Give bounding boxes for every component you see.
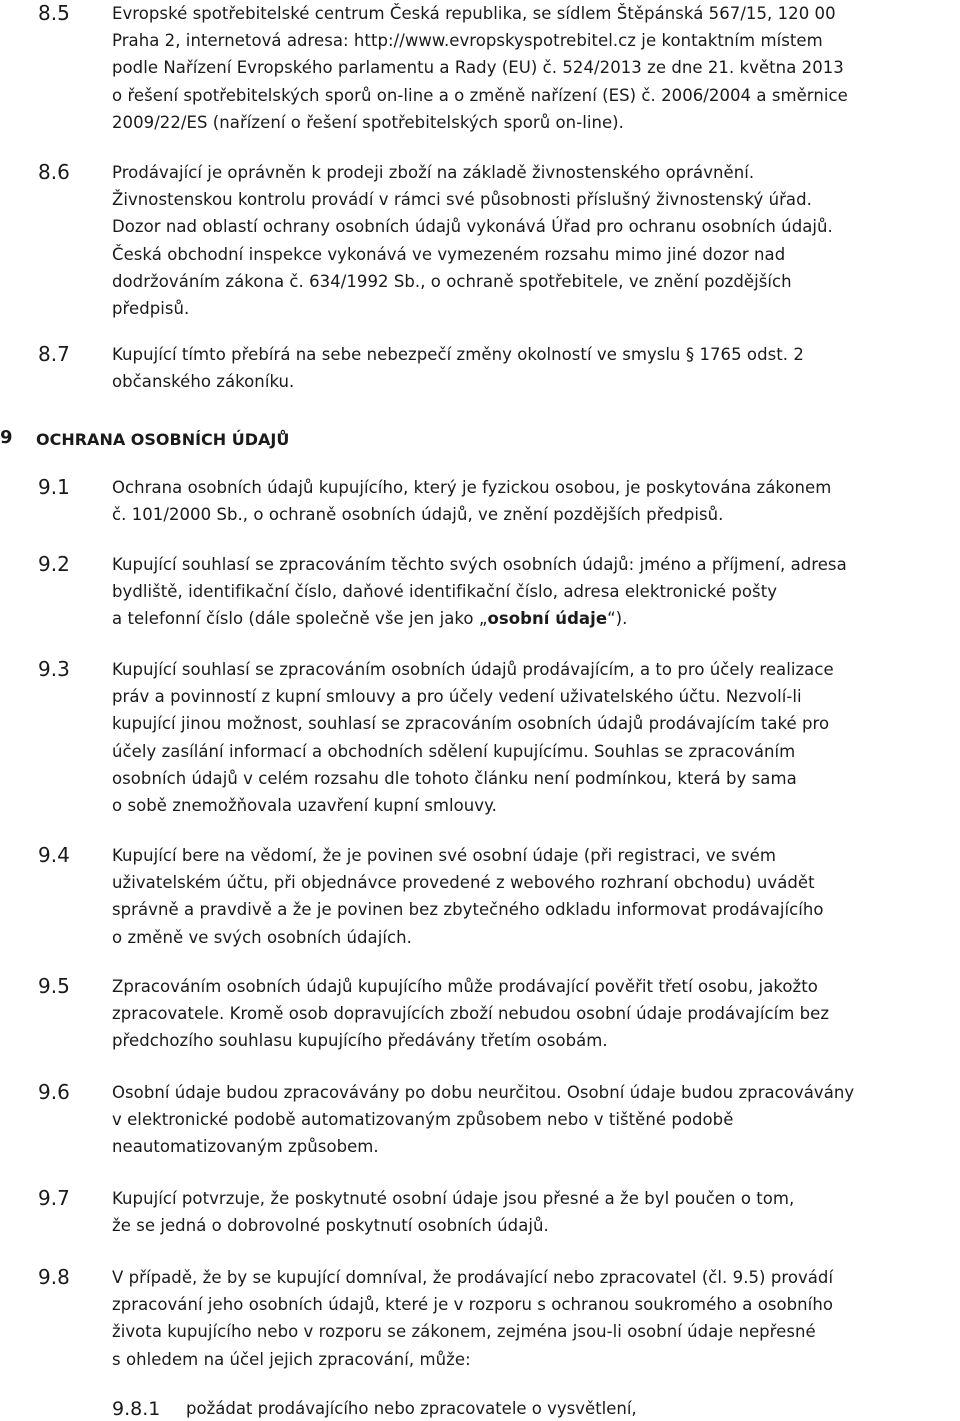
text-line: občanského zákoníku. [112, 372, 295, 392]
text-line: účely zasílání informací a obchodních sdělení kupujícímu. Souhlas se zpracováním [112, 741, 796, 761]
text-line: uživatelském účtu, při objednávce provedené z webového rozhraní obchodu) uvádět [112, 873, 815, 893]
text-line: Dozor nad oblastí ochrany osobních údajů vykonává Úřad pro ochranu osobních údajů. [112, 217, 833, 237]
text-line: Osobní údaje budou zpracovávány po dobu neurčitou. Osobní údaje budou zpracovávány [112, 1083, 855, 1102]
text-line: Kupující potvrzuje, že poskytnuté osobní údaje jsou přesné a že byl poučen o tom, [112, 1189, 795, 1208]
text-line: Kupující souhlasí se zpracováním těchto svých osobních údajů: jméno a příjmení, adresa [112, 555, 847, 574]
text-line: podle Nařízení Evropského parlamentu a Rady (EU) č. 524/2013 ze dne 21. května 2013 [112, 58, 844, 78]
paragraph-text [112, 341, 958, 395]
paragraph-number: 9.5 [38, 974, 70, 998]
text-line: dodržováním zákona č. 634/1992 Sb., o ochraně spotřebitele, ve znění pozdějších [112, 271, 792, 291]
text-line: Česká obchodní inspekce vykonává ve vymezeném rozsahu mimo jiné dozor nad [112, 244, 786, 264]
paragraph-text [112, 1185, 958, 1239]
text-line: že se jedná o dobrovolné poskytnutí osobních údajů. [112, 1216, 549, 1236]
section-title: OCHRANA OSOBNÍCH ÚDAJŮ [36, 430, 290, 449]
text-line: o řešení spotřebitelských sporů on-line a o změně nařízení (ES) č. 2006/2004 a směrnice [112, 85, 848, 105]
text-line: Prodávající je oprávněn k prodeji zboží na základě živnostenského oprávnění. [112, 163, 755, 182]
text-line: správně a pravdivě a že je povinen bez zbytečného odkladu informovat prodávajícího [112, 900, 824, 920]
subitem-text: požádat prodávajícího nebo zpracovatele o vysvětlení, [186, 1399, 637, 1418]
text-line: o změně ve svých osobních údajích. [112, 927, 412, 947]
text-segment: a telefonní číslo (dále společně vše jen jako „ [112, 609, 488, 629]
text-line: Kupující souhlasí se zpracováním osobních údajů prodávajícím, a to pro účely realizace [112, 660, 834, 679]
paragraph-number: 8.7 [38, 342, 70, 366]
subitem-9-8-1 [0, 1397, 960, 1421]
text-line: V případě, že by se kupující domníval, že prodávající nebo zpracovatel (čl. 9.5) provádí [112, 1268, 834, 1287]
paragraph-number: 9.8 [38, 1265, 70, 1289]
paragraph-text [112, 1264, 958, 1373]
paragraph-text [112, 551, 958, 633]
subitem-number: 9.8.1 [112, 1398, 161, 1420]
text-line: zpracovatele. Kromě osob dopravujících zboží nebudou osobní údaje prodávajícím bez [112, 1004, 830, 1024]
paragraph-number: 9.3 [38, 657, 70, 681]
text-line [112, 605, 958, 632]
section-number: 9 [0, 427, 13, 448]
text-line: v elektronické podobě automatizovaným způsobem nebo v tištěné podobě [112, 1110, 734, 1130]
section-heading [0, 424, 960, 454]
paragraph-number: 9.1 [38, 475, 70, 499]
paragraph-number: 9.2 [38, 552, 70, 576]
paragraph-number: 9.7 [38, 1186, 70, 1210]
text-line: Živnostenskou kontrolu provádí v rámci své působnosti příslušný živnostenský úřad. [112, 190, 812, 210]
text-line: kupující jinou možnost, souhlasí se zpracováním osobních údajů prodávajícím také pro [112, 714, 830, 734]
paragraph-text [112, 1079, 958, 1161]
text-line: Evropské spotřebitelské centrum Česká republika, se sídlem Štěpánská 567/15, 120 00 [112, 4, 836, 23]
text-line: Kupující tímto přebírá na sebe nebezpečí změny okolností ve smyslu § 1765 odst. 2 [112, 345, 804, 364]
text-line: neautomatizovaným způsobem. [112, 1137, 379, 1157]
paragraph-number: 8.5 [38, 1, 70, 25]
paragraph-text [112, 973, 958, 1055]
paragraph-number: 9.4 [38, 843, 70, 867]
text-line: Kupující bere na vědomí, že je povinen své osobní údaje (při registraci, ve svém [112, 846, 776, 865]
text-line: předpisů. [112, 298, 190, 318]
text-segment: “). [607, 609, 628, 629]
paragraph-text [112, 474, 958, 528]
text-line: Ochrana osobních údajů kupujícího, který je fyzickou osobou, je poskytována zákonem [112, 478, 832, 497]
text-line: s ohledem na účel jejich zpracování, může: [112, 1349, 471, 1369]
text-line: 2009/22/ES (nařízení o řešení spotřebitelských sporů on-line). [112, 112, 624, 132]
text-line: osobních údajů v celém rozsahu dle tohoto článku není podmínkou, která by sama [112, 768, 797, 788]
defined-term: osobní údaje [487, 609, 608, 629]
paragraph-text [112, 656, 958, 819]
paragraph-text [112, 0, 958, 136]
text-line: bydliště, identifikační číslo, daňové identifikační číslo, adresa elektronické pošty [112, 582, 778, 602]
text-line: práv a povinností z kupní smlouvy a pro účely vedení uživatelského účtu. Nezvolí-li [112, 687, 802, 707]
paragraph-number: 8.6 [38, 160, 70, 184]
text-line: Praha 2, internetová adresa: http://www.evropskyspotrebitel.cz je kontaktním místem [112, 31, 823, 51]
text-line: zpracování jeho osobních údajů, které je v rozporu s ochranou soukromého a osobního [112, 1295, 833, 1315]
paragraph-text [112, 159, 958, 322]
text-line: Zpracováním osobních údajů kupujícího může prodávající pověřit třetí osobu, jakožto [112, 977, 818, 996]
paragraph-text [112, 842, 958, 951]
text-line: č. 101/2000 Sb., o ochraně osobních údajů, ve znění pozdějších předpisů. [112, 505, 724, 525]
text-line: o sobě znemožňovala uzavření kupní smlouvy. [112, 795, 497, 815]
paragraph-number: 9.6 [38, 1080, 70, 1104]
text-line: předchozího souhlasu kupujícího předávány třetím osobám. [112, 1031, 608, 1051]
text-line: života kupujícího nebo v rozporu se zákonem, zejména jsou-li osobní údaje nepřesné [112, 1322, 816, 1342]
